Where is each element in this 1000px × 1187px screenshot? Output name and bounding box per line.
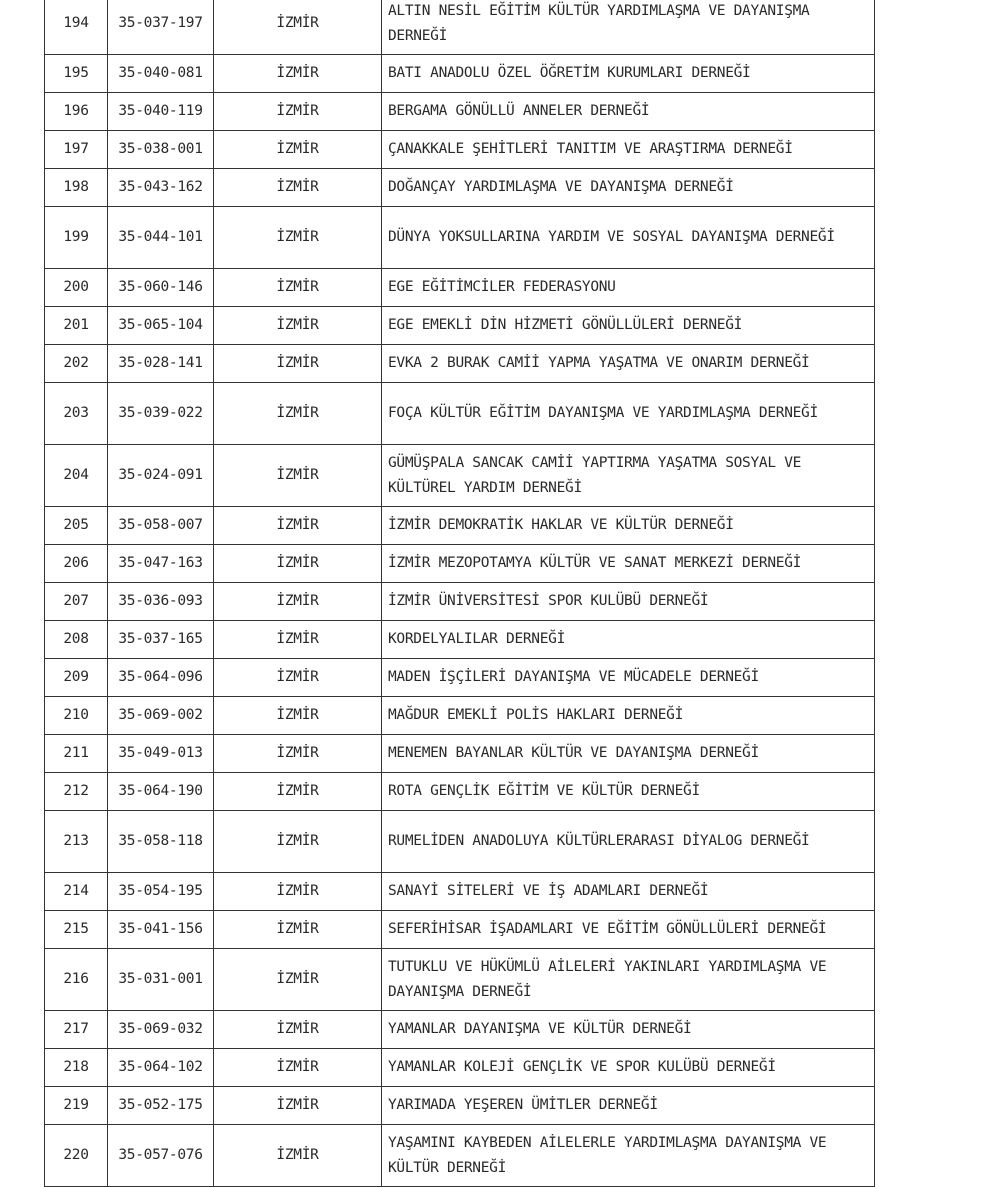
table-row (45, 1125, 875, 1187)
registry-code: 35-064-190 (108, 773, 214, 811)
city: İZMİR (214, 169, 382, 207)
table-row (45, 0, 875, 55)
city: İZMİR (214, 93, 382, 131)
row-number: 205 (45, 507, 108, 545)
row-number: 206 (45, 545, 108, 583)
registry-code: 35-064-096 (108, 659, 214, 697)
city: İZMİR (214, 307, 382, 345)
registry-code: 35-043-162 (108, 169, 214, 207)
table-row (45, 949, 875, 1011)
city: İZMİR (214, 735, 382, 773)
row-number: 194 (45, 0, 108, 55)
association-name: BERGAMA GÖNÜLLÜ ANNELER DERNEĞİ (382, 93, 875, 131)
row-number: 217 (45, 1011, 108, 1049)
city: İZMİR (214, 1125, 382, 1187)
association-list-table (44, 0, 875, 1187)
table-row (45, 269, 875, 307)
association-name: RUMELİDEN ANADOLUYA KÜLTÜRLERARASI DİYALOG DERNEĞİ (382, 811, 875, 873)
city: İZMİR (214, 911, 382, 949)
table-row (45, 811, 875, 873)
registry-code: 35-038-001 (108, 131, 214, 169)
registry-code: 35-037-165 (108, 621, 214, 659)
association-name: İZMİR ÜNİVERSİTESİ SPOR KULÜBÜ DERNEĞİ (382, 583, 875, 621)
table-row (45, 345, 875, 383)
city: İZMİR (214, 697, 382, 735)
registry-code: 35-031-001 (108, 949, 214, 1011)
city: İZMİR (214, 383, 382, 445)
city: İZMİR (214, 269, 382, 307)
registry-code: 35-054-195 (108, 873, 214, 911)
table-row (45, 169, 875, 207)
city: İZMİR (214, 131, 382, 169)
table-row (45, 445, 875, 507)
row-number: 214 (45, 873, 108, 911)
association-name: DÜNYA YOKSULLARINA YARDIM VE SOSYAL DAYANIŞMA DERNEĞİ (382, 207, 875, 269)
row-number: 218 (45, 1049, 108, 1087)
association-name: YARIMADA YEŞEREN ÜMİTLER DERNEĞİ (382, 1087, 875, 1125)
registry-code: 35-060-146 (108, 269, 214, 307)
row-number: 196 (45, 93, 108, 131)
row-number: 211 (45, 735, 108, 773)
association-name: ALTIN NESİL EĞİTİM KÜLTÜR YARDIMLAŞMA VE DAYANIŞMA DERNEĞİ (382, 0, 875, 55)
table-row (45, 307, 875, 345)
table-row (45, 1087, 875, 1125)
row-number: 203 (45, 383, 108, 445)
association-name: FOÇA KÜLTÜR EĞİTİM DAYANIŞMA VE YARDIMLAŞMA DERNEĞİ (382, 383, 875, 445)
table-row (45, 131, 875, 169)
row-number: 199 (45, 207, 108, 269)
registry-code: 35-069-032 (108, 1011, 214, 1049)
row-number: 207 (45, 583, 108, 621)
table-row (45, 911, 875, 949)
city: İZMİR (214, 207, 382, 269)
row-number: 220 (45, 1125, 108, 1187)
table-row (45, 697, 875, 735)
row-number: 212 (45, 773, 108, 811)
city: İZMİR (214, 507, 382, 545)
city: İZMİR (214, 659, 382, 697)
registry-code: 35-037-197 (108, 0, 214, 55)
table-row (45, 773, 875, 811)
association-name: YAŞAMINI KAYBEDEN AİLELERLE YARDIMLAŞMA DAYANIŞMA VE KÜLTÜR DERNEĞİ (382, 1125, 875, 1187)
city: İZMİR (214, 545, 382, 583)
table-row (45, 735, 875, 773)
row-number: 216 (45, 949, 108, 1011)
association-name: TUTUKLU VE HÜKÜMLÜ AİLELERİ YAKINLARI YARDIMLAŞMA VE DAYANIŞMA DERNEĞİ (382, 949, 875, 1011)
association-name: MENEMEN BAYANLAR KÜLTÜR VE DAYANIŞMA DERNEĞİ (382, 735, 875, 773)
row-number: 195 (45, 55, 108, 93)
registry-code: 35-040-119 (108, 93, 214, 131)
table-row (45, 1011, 875, 1049)
registry-code: 35-052-175 (108, 1087, 214, 1125)
row-number: 219 (45, 1087, 108, 1125)
city: İZMİR (214, 1049, 382, 1087)
association-name: SANAYİ SİTELERİ VE İŞ ADAMLARI DERNEĞİ (382, 873, 875, 911)
city: İZMİR (214, 773, 382, 811)
row-number: 209 (45, 659, 108, 697)
association-name: ÇANAKKALE ŞEHİTLERİ TANITIM VE ARAŞTIRMA DERNEĞİ (382, 131, 875, 169)
registry-code: 35-069-002 (108, 697, 214, 735)
table-row (45, 207, 875, 269)
association-name: KORDELYALILAR DERNEĞİ (382, 621, 875, 659)
table-row (45, 583, 875, 621)
registry-code: 35-047-163 (108, 545, 214, 583)
association-name: MADEN İŞÇİLERİ DAYANIŞMA VE MÜCADELE DERNEĞİ (382, 659, 875, 697)
city: İZMİR (214, 583, 382, 621)
registry-code: 35-058-007 (108, 507, 214, 545)
row-number: 197 (45, 131, 108, 169)
association-name: İZMİR MEZOPOTAMYA KÜLTÜR VE SANAT MERKEZİ DERNEĞİ (382, 545, 875, 583)
association-name: EGE EMEKLİ DİN HİZMETİ GÖNÜLLÜLERİ DERNEĞİ (382, 307, 875, 345)
row-number: 215 (45, 911, 108, 949)
city: İZMİR (214, 1011, 382, 1049)
registry-code: 35-041-156 (108, 911, 214, 949)
association-name: SEFERİHİSAR İŞADAMLARI VE EĞİTİM GÖNÜLLÜLERİ DERNEĞİ (382, 911, 875, 949)
association-name: DOĞANÇAY YARDIMLAŞMA VE DAYANIŞMA DERNEĞİ (382, 169, 875, 207)
city: İZMİR (214, 1087, 382, 1125)
row-number: 213 (45, 811, 108, 873)
city: İZMİR (214, 621, 382, 659)
association-name: YAMANLAR KOLEJİ GENÇLİK VE SPOR KULÜBÜ DERNEĞİ (382, 1049, 875, 1087)
table-body (45, 0, 875, 1187)
registry-code: 35-044-101 (108, 207, 214, 269)
association-name: EGE EĞİTİMCİLER FEDERASYONU (382, 269, 875, 307)
table-row (45, 55, 875, 93)
registry-code: 35-065-104 (108, 307, 214, 345)
table-row (45, 507, 875, 545)
registry-code: 35-040-081 (108, 55, 214, 93)
association-name: MAĞDUR EMEKLİ POLİS HAKLARI DERNEĞİ (382, 697, 875, 735)
table-row (45, 873, 875, 911)
registry-code: 35-049-013 (108, 735, 214, 773)
association-name: BATI ANADOLU ÖZEL ÖĞRETİM KURUMLARI DERNEĞİ (382, 55, 875, 93)
city: İZMİR (214, 345, 382, 383)
row-number: 210 (45, 697, 108, 735)
association-name: GÜMÜŞPALA SANCAK CAMİİ YAPTIRMA YAŞATMA SOSYAL VE KÜLTÜREL YARDIM DERNEĞİ (382, 445, 875, 507)
city: İZMİR (214, 873, 382, 911)
table-row (45, 1049, 875, 1087)
row-number: 208 (45, 621, 108, 659)
table-row (45, 545, 875, 583)
table-row (45, 621, 875, 659)
association-name: YAMANLAR DAYANIŞMA VE KÜLTÜR DERNEĞİ (382, 1011, 875, 1049)
table-row (45, 659, 875, 697)
registry-code: 35-039-022 (108, 383, 214, 445)
association-name: EVKA 2 BURAK CAMİİ YAPMA YAŞATMA VE ONARIM DERNEĞİ (382, 345, 875, 383)
table-row (45, 383, 875, 445)
city: İZMİR (214, 55, 382, 93)
registry-code: 35-036-093 (108, 583, 214, 621)
row-number: 198 (45, 169, 108, 207)
association-name: ROTA GENÇLİK EĞİTİM VE KÜLTÜR DERNEĞİ (382, 773, 875, 811)
registry-code: 35-024-091 (108, 445, 214, 507)
city: İZMİR (214, 0, 382, 55)
city: İZMİR (214, 811, 382, 873)
table-row (45, 93, 875, 131)
row-number: 201 (45, 307, 108, 345)
association-name: İZMİR DEMOKRATİK HAKLAR VE KÜLTÜR DERNEĞİ (382, 507, 875, 545)
registry-code: 35-058-118 (108, 811, 214, 873)
city: İZMİR (214, 949, 382, 1011)
row-number: 200 (45, 269, 108, 307)
registry-code: 35-064-102 (108, 1049, 214, 1087)
row-number: 204 (45, 445, 108, 507)
row-number: 202 (45, 345, 108, 383)
city: İZMİR (214, 445, 382, 507)
registry-code: 35-057-076 (108, 1125, 214, 1187)
registry-code: 35-028-141 (108, 345, 214, 383)
